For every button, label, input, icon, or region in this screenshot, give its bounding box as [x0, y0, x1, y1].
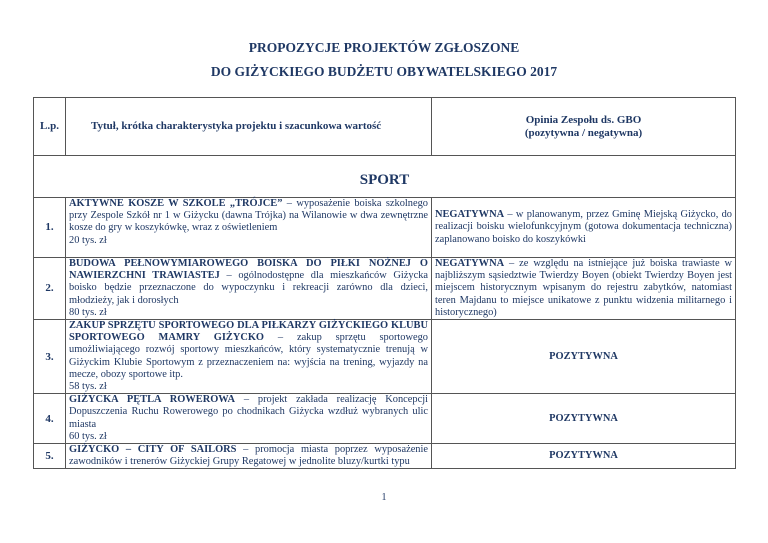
row-title: BUDOWA PEŁNOWYMIAROWEGO BOISKA DO PIŁKI NOŻNEJ O NAWIERZCHNI TRAWIASTEJ — [69, 258, 428, 282]
row-text: – projekt zakłada realizację Koncepcji Dopuszczenia Ruchu Rowerowego po chodnikach Giżycka wzdłuż wybranych ulic miasta — [69, 394, 428, 430]
row-description — [66, 444, 432, 469]
row-description — [66, 320, 432, 394]
row-lp: 3. — [34, 320, 66, 394]
row-lp: 4. — [34, 394, 66, 444]
row-title: ZAKUP SPRZĘTU SPORTOWEGO DLA PIŁKARZY GIŻYCKIEGO KLUBU SPORTOWEGO MAMRY GIŻYCKO — [69, 320, 428, 344]
projects-table — [33, 97, 736, 469]
header-opinion — [432, 98, 736, 156]
row-title: GIŻYCKO – CITY OF SAILORS — [69, 444, 237, 456]
row-lp: 5. — [34, 444, 66, 469]
row-title: AKTYWNE KOSZE W SZKOLE „TRÓJCE” — [69, 198, 283, 209]
table-header-row — [34, 98, 736, 156]
row-lp: 1. — [34, 198, 66, 258]
header-opinion-line1: Opinia Zespołu ds. GBO — [525, 114, 642, 127]
document-title-line2: DO GIŻYCKIEGO BUDŻETU OBYWATELSKIEGO 2017 — [210, 64, 558, 79]
row-opinion — [432, 198, 736, 258]
opinion-label: NEGATYWNA — [435, 258, 505, 269]
row-opinion — [432, 258, 736, 320]
row-text: – promocja miasta poprzez wyposażenie zawodników i trenerów Giżyckiej Grupy Regatowej w jednolite bluzy/kurtki typu — [69, 444, 429, 468]
page-number: 1 — [381, 492, 387, 503]
row-opinion — [432, 394, 736, 444]
table-row — [34, 444, 736, 469]
row-text: – wyposażenie boiska szkolnego przy Zespole Szkół nr 1 w Giżycku (dawna Trójka) na Wilanowie w dwa zewnętrzne kosze do gry w koszykówkę, wraz z oświetleniem — [69, 198, 428, 234]
opinion-label: POZYTYWNA — [549, 350, 618, 362]
row-description — [66, 198, 432, 258]
section-title: SPORT — [34, 156, 736, 198]
row-value: 58 tys. zł — [69, 381, 107, 393]
opinion-label: POZYTYWNA — [549, 412, 618, 424]
row-opinion — [432, 320, 736, 394]
row-opinion — [432, 444, 736, 469]
row-text: – ogólnodostępne dla mieszkańców Giżycka boisko będzie przeznaczone do wypoczynku i rekreacji zarówno dla dzieci, młodzieży, jak i dorosłych — [69, 270, 428, 306]
row-description — [66, 258, 432, 320]
header-description: Tytuł, krótka charakterystyka projektu i szacunkowa wartość — [66, 98, 432, 156]
row-lp: 2. — [34, 258, 66, 320]
opinion-label: NEGATYWNA — [435, 209, 505, 221]
header-lp: L.p. — [34, 98, 66, 156]
opinion-text: – w planowanym, przez Gminę Miejską Giżycko, do realizacji boisku wielofunkcyjnym (gotowa dokumentacja techniczna) zaplanowano boisko do koszykówki — [435, 209, 732, 245]
row-text: – zakup sprzętu sportowego umożliwiającego rozwój sportowy mieszkańców, który systematycznie trenują w Giżyckim Klubie Sportowym z przeznaczeniem na: wyjścia na trening, wyjazdy na mecze, obozy sportowe itp. — [69, 332, 428, 380]
row-title: GIŻYCKA PĘTLA ROWEROWA — [69, 394, 236, 406]
opinion-text: – ze względu na istniejące już boiska trawiaste w najbliższym sąsiedztwie Twierdzy Boyen (obiekt Twierdzy Boyen jest miejscem historycznym wpisanym do rejestru zabytków, natomiast teren Majdanu to miejsce unikatowe z punktu widzenia militarnego i historycznego) — [435, 258, 732, 318]
row-value: 20 tys. zł — [69, 234, 107, 246]
opinion-label: POZYTYWNA — [549, 450, 618, 462]
header-opinion-line2: (pozytywna / negatywna) — [524, 126, 643, 139]
table-row — [34, 394, 736, 444]
table-row — [34, 320, 736, 394]
row-value: 80 tys. zł — [69, 306, 107, 318]
table-row — [34, 198, 736, 258]
row-value: 60 tys. zł — [69, 430, 107, 442]
table-row — [34, 258, 736, 320]
section-row — [34, 156, 736, 198]
document-title-line1: PROPOZYCJE PROJEKTÓW ZGŁOSZONE — [248, 40, 520, 55]
row-description — [66, 394, 432, 444]
